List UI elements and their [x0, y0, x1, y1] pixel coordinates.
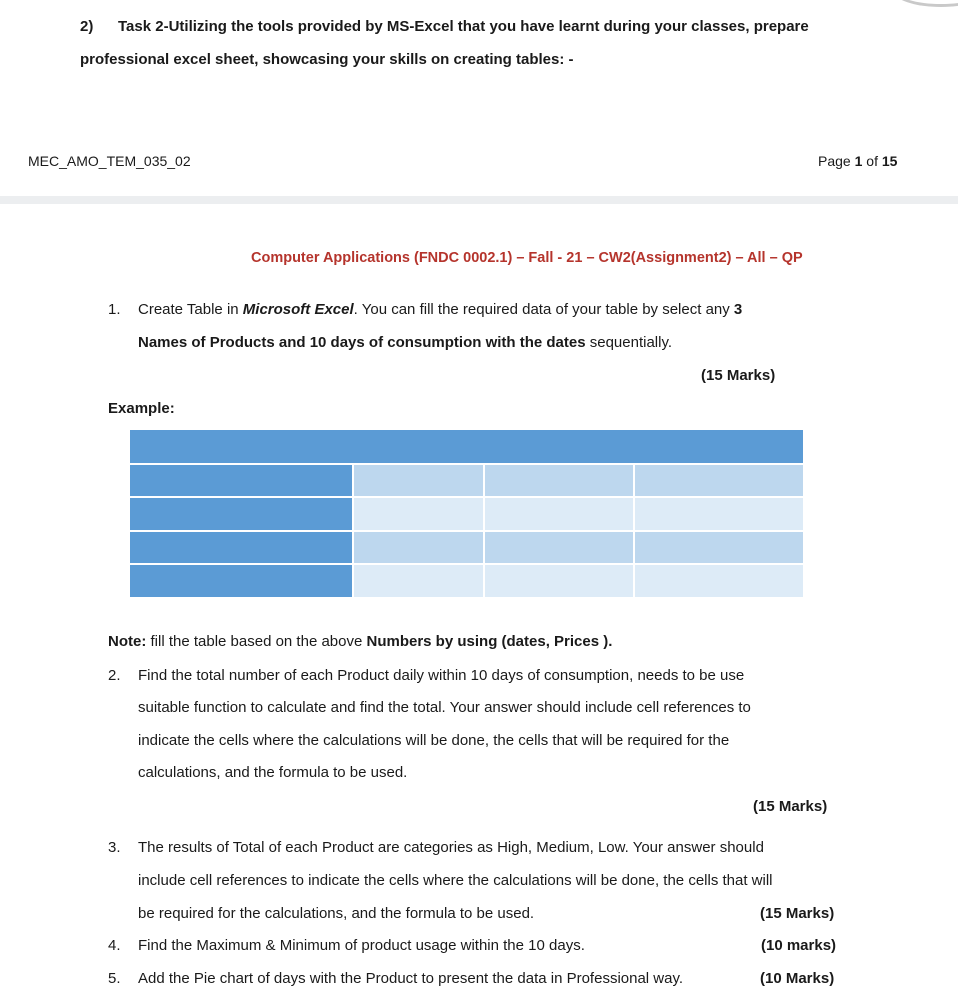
q1-number: 1.	[108, 301, 121, 318]
example-label: Example:	[108, 400, 175, 417]
table-cell	[485, 532, 633, 563]
q5-number: 5.	[108, 970, 121, 987]
q2-number: 2.	[108, 667, 121, 684]
table-cell	[635, 532, 803, 563]
table-cell	[635, 465, 803, 496]
q3-marks: (15 Marks)	[760, 905, 835, 922]
q1-line-2: Names of Products and 10 days of consumption with the dates sequentially.	[138, 334, 673, 351]
page-corner-mark	[893, 0, 958, 7]
table-row-header	[130, 498, 352, 530]
table-cell	[485, 465, 633, 496]
task-number: 2)	[80, 18, 94, 35]
q2-line-4: calculations, and the formula to be used.	[138, 764, 408, 781]
q5-text: Add the Pie chart of days with the Product to present the data in Professional way.	[138, 970, 684, 987]
table-cell	[635, 498, 803, 530]
q3-line-3: be required for the calculations, and the formula to be used.	[138, 905, 535, 922]
q3-number: 3.	[108, 839, 121, 856]
note-line: Note: fill the table based on the above Numbers by using (dates, Prices ).	[108, 633, 613, 650]
q2-line-2: suitable function to calculate and find the total. Your answer should include cell references to	[138, 699, 751, 716]
table-row-header	[130, 465, 352, 496]
q1-marks: (15 Marks)	[701, 367, 776, 384]
table-cell	[354, 498, 483, 530]
q4-text: Find the Maximum & Minimum of product usage within the 10 days.	[138, 937, 585, 954]
table-cell	[354, 532, 483, 563]
task-line-1: Task 2-Utilizing the tools provided by MS-Excel that you have learnt during your classes, prepare	[118, 18, 809, 35]
table-cell	[635, 565, 803, 597]
footer-doc-code: MEC_AMO_TEM_035_02	[28, 153, 191, 169]
q2-line-1: Find the total number of each Product daily within 10 days of consumption, needs to be use	[138, 667, 745, 684]
page-heading: Computer Applications (FNDC 0002.1) – Fall - 21 – CW2(Assignment2) – All – QP	[251, 250, 803, 266]
table-row-header	[130, 565, 352, 597]
q5-marks: (10 Marks)	[760, 970, 835, 987]
q2-line-3: indicate the cells where the calculations will be done, the cells that will be required for the	[138, 732, 730, 749]
table-row-header	[130, 532, 352, 563]
table-cell	[354, 565, 483, 597]
table-cell	[354, 465, 483, 496]
footer-page-number: Page 1 of 15	[818, 153, 898, 169]
table-cell	[485, 565, 633, 597]
q3-line-2: include cell references to indicate the cells where the calculations will be done, the cells that will	[138, 872, 773, 889]
table-cell	[485, 498, 633, 530]
q2-marks: (15 Marks)	[753, 798, 828, 815]
q1-line-1: Create Table in Microsoft Excel. You can fill the required data of your table by select any 3	[138, 301, 743, 318]
q3-line-1: The results of Total of each Product are categories as High, Medium, Low. Your answer should	[138, 839, 764, 856]
task-line-2: professional excel sheet, showcasing your skills on creating tables: -	[80, 51, 574, 68]
table-header-row	[130, 430, 803, 463]
q4-number: 4.	[108, 937, 121, 954]
page-separator	[0, 196, 958, 204]
q4-marks: (10 marks)	[761, 937, 837, 954]
